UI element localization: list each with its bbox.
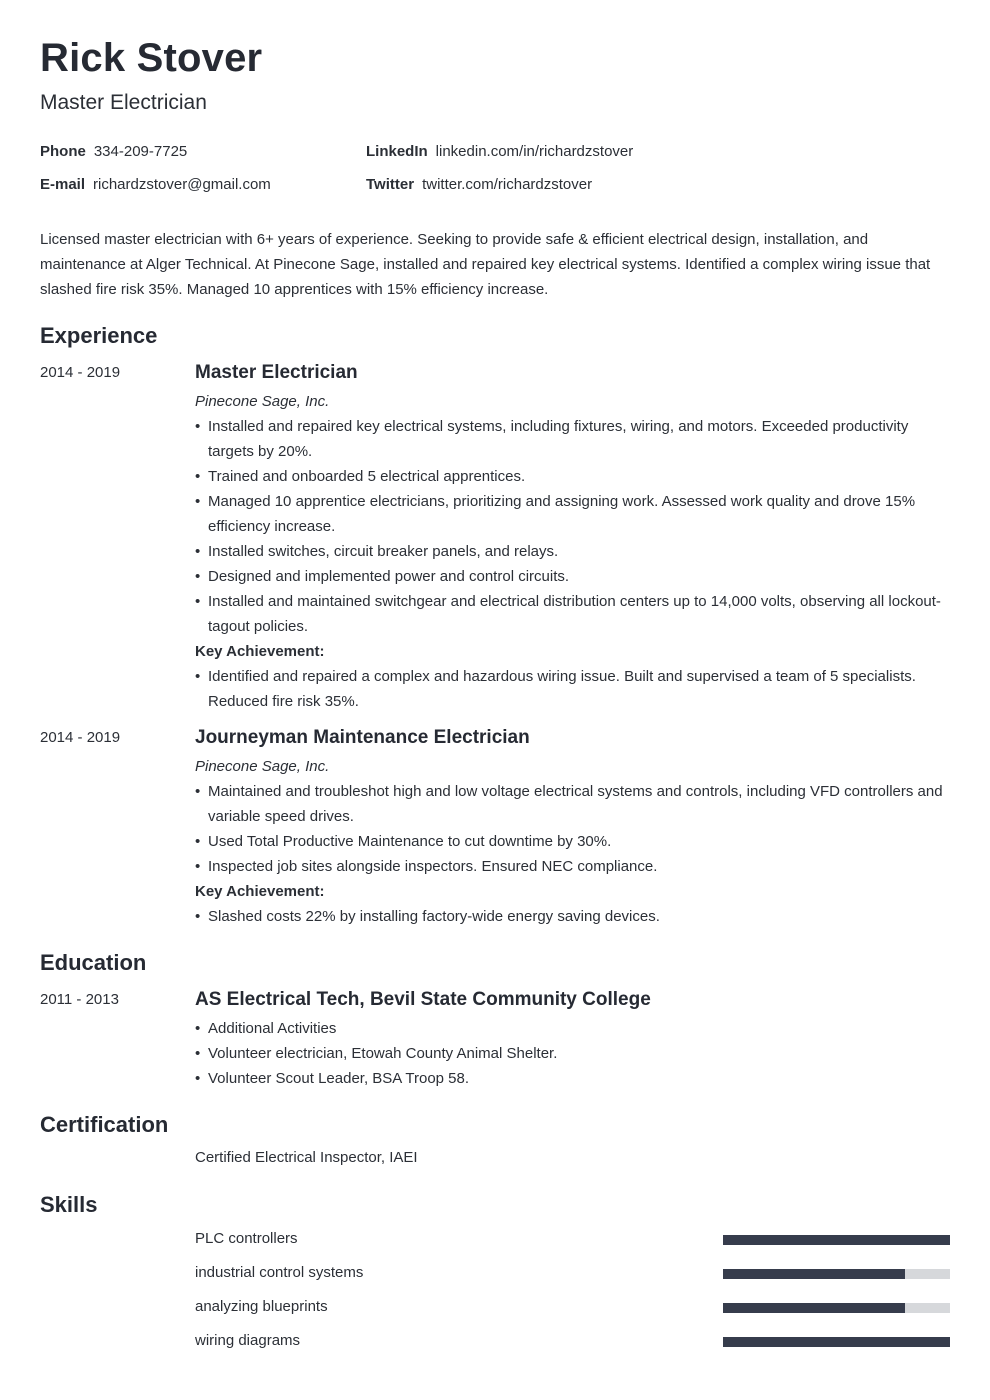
skill-level-bar — [723, 1303, 950, 1313]
contact-email — [40, 176, 271, 194]
list-item: • Installed and repaired key electrical systems, including fixtures, wiring, and motors. Exceeded productivity targets by 20%. — [195, 414, 950, 464]
linkedin-link[interactable]: linkedin.com/in/richardzstover — [435, 143, 634, 160]
job-2-entry — [195, 726, 950, 929]
skill-level-bar — [723, 1235, 950, 1245]
list-item: • Maintained and troubleshot high and low voltage electrical systems and controls, including VFD controllers and variable speed drives. — [195, 779, 950, 829]
skill-row — [195, 1331, 950, 1351]
skill-level-fill — [723, 1337, 950, 1347]
job-2-dates: 2014 - 2019 — [40, 729, 121, 746]
education-dates: 2011 - 2013 — [40, 991, 119, 1008]
skill-name: analyzing blueprints — [195, 1298, 328, 1315]
list-item: • Managed 10 apprentice electricians, prioritizing and assigning work. Assessed work quality and drove 15% efficiency increase. — [195, 489, 950, 539]
job-1-bullets — [195, 414, 950, 639]
skill-row — [195, 1229, 950, 1249]
job-1-key-bullets — [195, 664, 950, 714]
skill-level-fill — [723, 1303, 905, 1313]
education-title: AS Electrical Tech, Bevil State Community College — [195, 989, 651, 1010]
list-item: • Additional Activities — [195, 1016, 950, 1041]
job-2-key-achievement-label: Key Achievement: — [195, 883, 325, 900]
phone-label: Phone — [40, 143, 86, 160]
skill-level-bar — [723, 1269, 950, 1279]
email-link[interactable]: richardzstover@gmail.com — [93, 176, 271, 193]
education-entry — [195, 988, 950, 1091]
skill-name: industrial control systems — [195, 1264, 364, 1281]
certification-heading: Certification — [40, 1112, 169, 1137]
job-2-title: Journeyman Maintenance Electrician — [195, 727, 530, 748]
list-item: • Trained and onboarded 5 electrical apprentices. — [195, 464, 950, 489]
twitter-label: Twitter — [366, 176, 415, 193]
candidate-name: Rick Stover — [40, 36, 263, 80]
twitter-link[interactable]: twitter.com/richardzstover — [422, 176, 593, 193]
experience-heading: Experience — [40, 323, 158, 348]
list-item: • Volunteer Scout Leader, BSA Troop 58. — [195, 1066, 950, 1091]
job-1-dates: 2014 - 2019 — [40, 364, 121, 381]
job-1-title: Master Electrician — [195, 362, 358, 383]
contact-phone — [40, 143, 187, 161]
contact-twitter — [366, 176, 592, 194]
candidate-title: Master Electrician — [40, 91, 207, 114]
job-2-key-bullets — [195, 904, 950, 929]
list-item: • Volunteer electrician, Etowah County Animal Shelter. — [195, 1041, 950, 1066]
email-label: E-mail — [40, 176, 86, 193]
list-item: • Designed and implemented power and control circuits. — [195, 564, 950, 589]
summary-paragraph: Licensed master electrician with 6+ years of experience. Seeking to provide safe & efficient electrical design, installation, and maintenance at Alger Technical. At Pinecone Sage, installed and repaired key electrical systems. Identified a complex wiring issue that slashed fire risk 35%. Managed 10 apprentices with 15% efficiency increase. — [40, 231, 931, 298]
skill-name: PLC controllers — [195, 1230, 298, 1247]
list-item: • Installed switches, circuit breaker panels, and relays. — [195, 539, 950, 564]
skills-heading: Skills — [40, 1192, 98, 1217]
skill-row — [195, 1297, 950, 1317]
education-bullets — [195, 1016, 950, 1091]
job-2-company: Pinecone Sage, Inc. — [195, 758, 330, 775]
job-1-entry — [195, 361, 950, 714]
skill-level-fill — [723, 1235, 950, 1245]
job-1-company: Pinecone Sage, Inc. — [195, 393, 330, 410]
skill-name: wiring diagrams — [195, 1332, 301, 1349]
list-item: • Used Total Productive Maintenance to cut downtime by 30%. — [195, 829, 950, 854]
education-heading: Education — [40, 950, 147, 975]
linkedin-label: LinkedIn — [366, 143, 428, 160]
phone-value: 334-209-7725 — [93, 143, 188, 160]
skill-row — [195, 1263, 950, 1283]
contact-linkedin — [366, 143, 633, 161]
job-1-key-achievement-label: Key Achievement: — [195, 643, 325, 660]
skill-level-fill — [723, 1269, 905, 1279]
skill-level-bar — [723, 1337, 950, 1347]
list-item: • Slashed costs 22% by installing factory-wide energy saving devices. — [195, 904, 950, 929]
list-item: • Inspected job sites alongside inspectors. Ensured NEC compliance. — [195, 854, 950, 879]
certification-item: Certified Electrical Inspector, IAEI — [195, 1149, 418, 1166]
list-item: • Installed and maintained switchgear and electrical distribution centers up to 14,000 volts, observing all lockout-tagout policies. — [195, 589, 950, 639]
job-2-bullets — [195, 779, 950, 879]
list-item: • Identified and repaired a complex and hazardous wiring issue. Built and supervised a team of 5 specialists. Reduced fire risk 35%. — [195, 664, 950, 714]
